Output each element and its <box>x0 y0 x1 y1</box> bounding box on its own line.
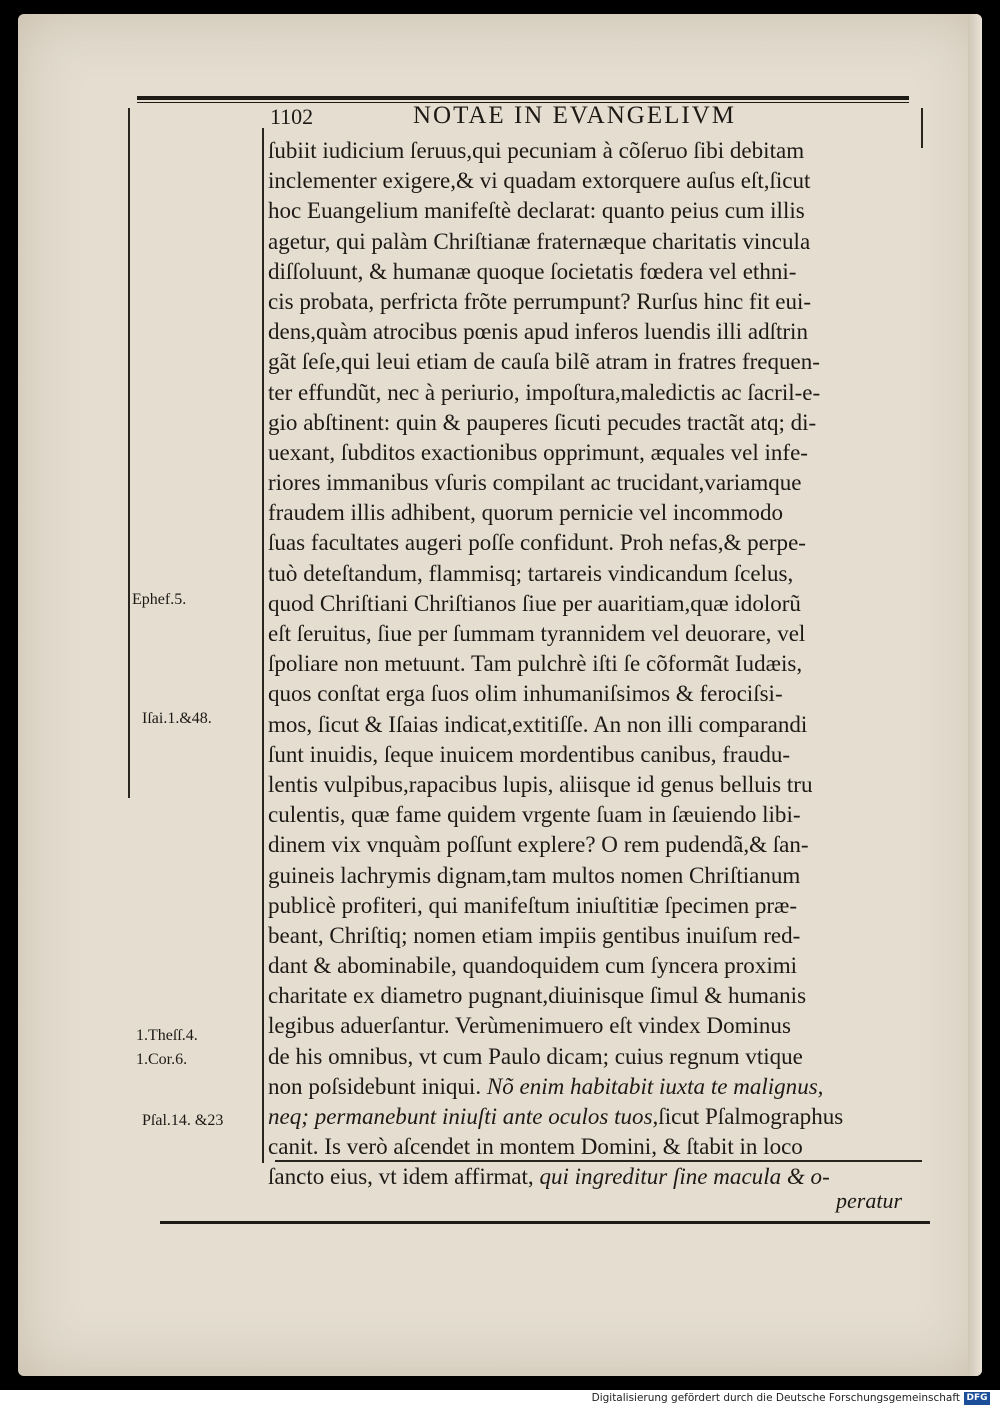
page-header <box>268 104 908 134</box>
page-bottom-rule <box>160 1221 930 1224</box>
text-span: non poſsidebunt iniqui. <box>268 1073 482 1100</box>
text-line-mixed <box>268 1102 918 1132</box>
page-edge <box>968 14 982 1376</box>
text-bottom-rule <box>275 1160 922 1162</box>
text-span-italic: neq; permanebunt iniuſti ante oculos tuos, <box>268 1104 659 1130</box>
text-line: agetur, qui palàm Chriſtianæ fraternæque charitatis vincula <box>268 228 811 255</box>
text-line: ſuas facultates augeri poſſe confidunt. Proh nefas,& perpe- <box>268 530 806 557</box>
text-line: cis probata, perfricta frõte perrumpunt? Rurſus hinc fit eui- <box>268 288 812 315</box>
text-line: de his omnibus, vt cum Paulo dicam; cuius regnum vtique <box>268 1043 803 1070</box>
text-line: legibus aduerſantur. Verùmenimuero eſt vindex Dominus <box>268 1013 791 1040</box>
text-line: gio abſtinent: quin & pauperes ſicuti pecudes tractãt atq; di- <box>268 409 817 436</box>
text-line: hoc Euangelium manifeſtè declarat: quanto peius cum illis <box>268 198 805 225</box>
text-line: culentis, quæ fame quidem vrgente ſuam in ſæuiendo libi- <box>268 802 801 829</box>
margin-note-thess: 1.Theſſ.4. <box>136 1027 198 1044</box>
text-span-italic: Nõ enim habitabit iuxta te malignus, <box>486 1073 824 1100</box>
text-span-italic: qui ingreditur ſine macula & o- <box>539 1164 830 1191</box>
footer-credit: Digitalisierung gefördert durch die Deutsche Forschungsgemeinschaft <box>591 1392 960 1404</box>
text-line: ſubiit iudicium ſeruus,qui pecuniam à cõſeruo ſibi debitam <box>268 138 805 164</box>
text-line-mixed <box>268 1072 918 1102</box>
text-line: lentis vulpibus,rapacibus lupis, aliisque id genus belluis tru <box>268 771 813 798</box>
text-line: gãt ſeſe,qui leui etiam de cauſa bilẽ atram in fratres frequen- <box>268 349 820 376</box>
margin-note-cor: 1.Cor.6. <box>136 1051 188 1068</box>
text-line: diſſoluunt, & humanæ quoque ſocietatis fœdera vel ethni- <box>268 258 797 285</box>
text-line: inclementer exigere,& vi quadam extorquere auſus eſt,ſicut <box>268 168 811 195</box>
text-line: uexant, ſubditos exactionibus opprimunt, æquales vel infe- <box>268 439 808 466</box>
text-line: quod Chriſtiani Chriſtianos ſiue per auaritiam,quæ idolorũ <box>268 590 801 617</box>
text-line: guineis lachrymis dignam,tam multos nomen Chriſtianum <box>268 862 801 889</box>
text-line: quos conſtat erga ſuos olim inhumaniſsimos & ferociſsi- <box>268 681 783 708</box>
text-span: ſancto eius, vt idem affirmat, <box>268 1164 534 1191</box>
text-line: dant & abominabile, quandoquidem cum ſyncera proximi <box>268 953 798 980</box>
body-text <box>268 136 928 1193</box>
text-line: dens,quàm atrocibus pœnis apud inferos luendis illi adſtrin <box>268 319 808 346</box>
text-line: eſt ſeruitus, ſiue per ſummam tyrannidem vel deuorare, vel <box>268 621 806 647</box>
header-rule-thick <box>137 96 909 100</box>
catchword: peratur <box>836 1188 902 1213</box>
text-rule-left <box>262 128 264 1163</box>
text-line: mos, ſicut & Iſaias indicat,extitiſſe. An non illi comparandi <box>268 711 808 738</box>
margin-rule-left <box>128 108 130 798</box>
text-line: ſpoliare non metuunt. Tam pulchrè iſti ſe cõformãt Iudæis, <box>268 651 803 678</box>
dfg-logo: DFG <box>964 1392 990 1405</box>
text-line: dinem vix vnquàm poſſunt explere? O rem pudendã,& ſan- <box>268 832 809 859</box>
text-line: ter effundũt, nec à periurio, impoſtura,maledictis ac ſacril-e- <box>268 379 821 406</box>
text-line: tuò deteſtandum, flammisq; tartareis vindicandum ſcelus, <box>268 560 794 587</box>
text-line-mixed <box>268 1162 918 1192</box>
margin-note-psal: Pſal.14. &23 <box>142 1112 224 1129</box>
margin-note-isai: Iſai.1.&48. <box>142 710 212 727</box>
text-line: charitate ex diametro pugnant,diuinisque ſimul & humanis <box>268 983 807 1010</box>
text-span: ſicut Pſalmographus <box>658 1104 844 1130</box>
text-line: beant, Chriſtiq; nomen etiam impiis gentibus inuiſum red- <box>268 922 801 949</box>
page-number: 1102 <box>270 104 314 129</box>
text-line: publicè profiteri, qui manifeſtum iniuſtitiæ ſpecimen præ- <box>268 892 798 919</box>
margin-note-ephes: Ephef.5. <box>132 591 187 608</box>
text-line: fraudem illis adhibent, quorum pernicie vel incommodo <box>268 500 783 527</box>
text-line: ſunt inuidis, ſeque inuicem mordentibus canibus, fraudu- <box>268 741 791 768</box>
text-line: riores immanibus vſuris compilant ac trucidant,variamque <box>268 470 802 497</box>
running-head: NOTAE IN EVANGELIVM <box>413 102 736 129</box>
text-line: canit. Is verò aſcendet in montem Domini, & ſtabit in loco <box>268 1134 803 1161</box>
